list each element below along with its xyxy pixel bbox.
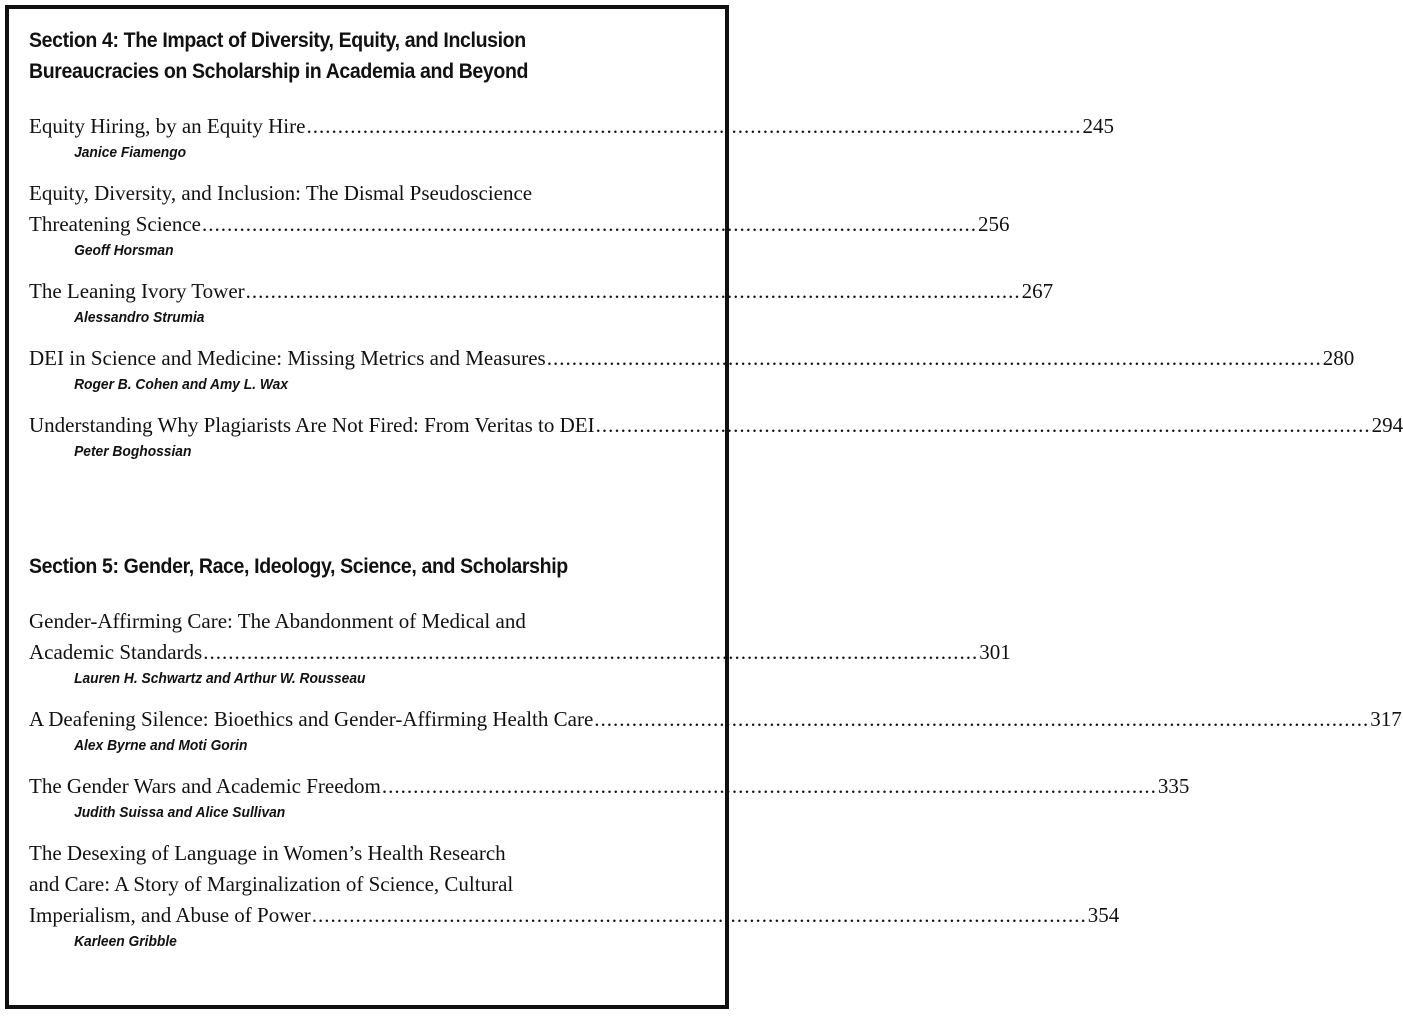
entry-title: and Care: A Story of Marginalization of Science, Cultural: [29, 872, 514, 896]
entry-title-line: [29, 900, 1120, 931]
entry-title: Academic Standards: [29, 640, 203, 664]
entry-title: Gender-Affirming Care: The Abandonment of Medical and: [29, 609, 526, 633]
dot-leader: ............................................................................................................................: [245, 279, 1021, 303]
entry-author: Alex Byrne and Moti Gorin: [74, 737, 248, 754]
toc-entry[interactable]: [29, 276, 1054, 329]
entry-title: Equity, Diversity, and Inclusion: The Dismal Pseudoscience: [29, 181, 533, 205]
entry-title-line: [29, 178, 713, 209]
dot-leader: ............................................................................................................................: [311, 903, 1087, 927]
section-title-line: Section 5: Gender, Race, Ideology, Science, and Scholarship: [29, 555, 568, 578]
entry-title: The Desexing of Language in Women’s Health Research: [29, 841, 506, 865]
entry-author: Karleen Gribble: [74, 933, 177, 950]
entry-author: Lauren H. Schwartz and Arthur W. Rousseau: [74, 670, 366, 687]
entry-title: DEI in Science and Medicine: Missing Metrics and Measures: [29, 346, 546, 370]
entry-title: Understanding Why Plagiarists Are Not Fired: From Veritas to DEI: [29, 413, 595, 437]
dot-leader: ............................................................................................................................: [546, 346, 1322, 370]
section-4: [29, 25, 1403, 469]
entry-title-line: [29, 771, 1190, 802]
entry-title-line: [29, 637, 1011, 668]
page-number: 280: [1322, 346, 1355, 370]
section-title: [29, 551, 665, 582]
page-number: 354: [1087, 903, 1120, 927]
dot-leader: ............................................................................................................................: [595, 413, 1371, 437]
entry-title: The Gender Wars and Academic Freedom: [29, 774, 381, 798]
entry-author: Geoff Horsman: [74, 242, 174, 259]
page-number: 256: [978, 212, 1010, 236]
toc-entry[interactable]: [29, 111, 1114, 164]
page-number: 301: [979, 640, 1011, 664]
page-number: 294: [1371, 413, 1403, 437]
entry-title: A Deafening Silence: Bioethics and Gender-Affirming Health Care: [29, 707, 594, 731]
entry-title: Threatening Science: [29, 212, 201, 236]
dot-leader: ............................................................................................................................: [381, 774, 1157, 798]
dot-leader: ............................................................................................................................: [594, 707, 1370, 731]
entry-title-line: [29, 111, 1114, 142]
page-number: 335: [1157, 774, 1190, 798]
page-number: 267: [1021, 279, 1054, 303]
page-number: 245: [1082, 114, 1114, 138]
toc-frame: [5, 5, 1403, 1009]
entry-title-line: [29, 838, 713, 869]
section-title-line: Bureaucracies on Scholarship in Academia and Beyond: [29, 60, 529, 83]
entry-title-line: [29, 606, 713, 637]
entry-title-line: [29, 276, 1054, 307]
toc-entry[interactable]: [29, 410, 1403, 463]
entry-title-line: [29, 343, 1355, 374]
entry-author: Roger B. Cohen and Amy L. Wax: [74, 376, 289, 393]
page-number: 317: [1370, 707, 1402, 731]
entry-author: Judith Suissa and Alice Sullivan: [74, 804, 286, 821]
entry-title: Imperialism, and Abuse of Power: [29, 903, 311, 927]
entry-title-line: [29, 704, 1402, 735]
toc-entry[interactable]: [29, 771, 1190, 824]
toc-entry[interactable]: [29, 838, 1120, 953]
entry-author: Peter Boghossian: [74, 443, 192, 460]
entry-title: The Leaning Ivory Tower: [29, 279, 245, 303]
section-5: [29, 551, 1402, 959]
entry-author: Janice Fiamengo: [74, 144, 187, 161]
toc-entry[interactable]: [29, 178, 1010, 262]
toc-entry[interactable]: [29, 704, 1402, 757]
entry-author: Alessandro Strumia: [74, 309, 205, 326]
entry-title-line: [29, 869, 713, 900]
toc-entry[interactable]: [29, 606, 1011, 690]
dot-leader: ............................................................................................................................: [203, 640, 979, 664]
entry-title-line: [29, 209, 1010, 240]
section-title: [29, 25, 665, 87]
entry-title-line: [29, 410, 1403, 441]
section-title-line: Section 4: The Impact of Diversity, Equity, and Inclusion: [29, 29, 526, 52]
dot-leader: ............................................................................................................................: [306, 114, 1082, 138]
entry-title: Equity Hiring, by an Equity Hire: [29, 114, 306, 138]
toc-entry[interactable]: [29, 343, 1355, 396]
dot-leader: ............................................................................................................................: [202, 212, 977, 236]
